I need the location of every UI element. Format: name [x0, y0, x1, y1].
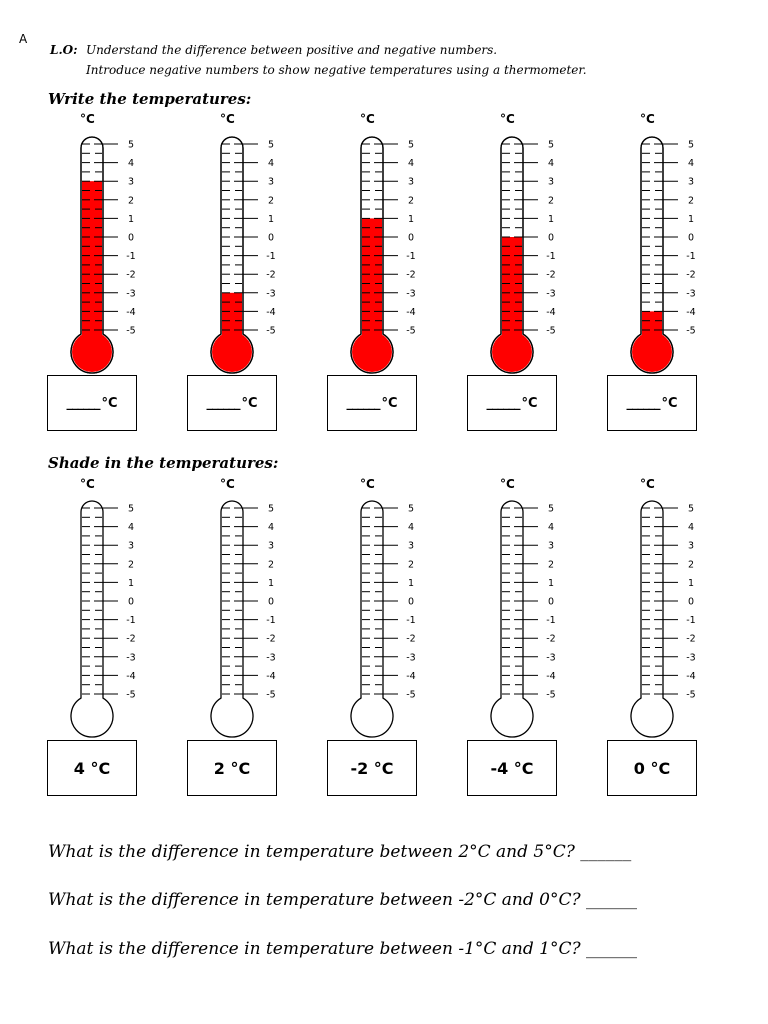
- answer-unit: °C: [381, 395, 398, 411]
- tick-label: -2: [266, 269, 276, 281]
- tick-label: -5: [126, 325, 136, 337]
- tick-label: 2: [127, 559, 135, 571]
- tick-label: 3: [547, 176, 555, 188]
- tick-label: 5: [407, 503, 415, 515]
- unit-label: °C: [500, 477, 515, 491]
- tick-label: -3: [686, 652, 696, 664]
- mercury-column: [222, 293, 242, 338]
- tick-label: 1: [407, 577, 415, 589]
- tick-label: 3: [687, 540, 695, 552]
- tick-label: 1: [547, 577, 555, 589]
- tick-label: -4: [546, 306, 556, 318]
- target-temperature-box-1: [47, 740, 137, 796]
- tick-label: 0: [267, 232, 275, 244]
- tick-label: -3: [126, 288, 136, 300]
- tick-label: -4: [266, 670, 276, 682]
- tick-label: 1: [267, 577, 275, 589]
- tick-label: 0: [547, 596, 555, 608]
- tick-label: 2: [127, 195, 135, 207]
- target-temperature: 2 °C: [213, 758, 251, 778]
- tick-label: -2: [546, 633, 556, 645]
- answer-box-1[interactable]: [47, 375, 137, 431]
- tick-label: -2: [546, 269, 556, 281]
- tick-label: 3: [407, 540, 415, 552]
- tick-label: -1: [126, 251, 136, 263]
- tick-label: -1: [686, 615, 696, 627]
- tick-label: 0: [687, 232, 695, 244]
- tick-label: 0: [407, 232, 415, 244]
- answer-blank: ______: [206, 395, 240, 411]
- tick-label: -1: [266, 251, 276, 263]
- tick-label: -3: [546, 288, 556, 300]
- question-1: What is the difference in temperature between 2°C and 5°C? ______: [48, 842, 632, 862]
- question-2: What is the difference in temperature between -2°C and 0°C? ______: [48, 890, 638, 910]
- tick-label: -5: [266, 325, 276, 337]
- thermometer-read-1: [57, 135, 147, 380]
- answer-blank: ______: [66, 395, 100, 411]
- tick-label: 2: [267, 559, 275, 571]
- thermometer-outline: [71, 501, 113, 737]
- answer-unit: °C: [521, 395, 538, 411]
- tick-label: 3: [267, 176, 275, 188]
- tick-label: -2: [126, 269, 136, 281]
- mercury-bulb: [72, 332, 112, 372]
- target-temperature: -4 °C: [490, 758, 534, 778]
- tick-label: 5: [267, 139, 275, 151]
- unit-label: °C: [640, 477, 655, 491]
- unit-label: °C: [500, 112, 515, 126]
- thermometer-outline: [631, 501, 673, 737]
- lo-line-1: Understand the difference between positive and negative numbers.: [86, 43, 498, 57]
- mercury-bulb: [212, 332, 252, 372]
- mercury-column: [82, 181, 102, 338]
- tick-label: 0: [547, 232, 555, 244]
- tick-label: 2: [687, 195, 695, 207]
- tick-label: 0: [687, 596, 695, 608]
- tick-label: 3: [267, 540, 275, 552]
- tick-label: -4: [546, 670, 556, 682]
- tick-label: 3: [127, 176, 135, 188]
- tick-label: -5: [126, 689, 136, 701]
- tick-label: 2: [547, 559, 555, 571]
- tick-label: 2: [407, 195, 415, 207]
- mercury-column: [362, 218, 382, 338]
- shade-temperatures-heading: Shade in the temperatures:: [48, 454, 279, 472]
- tick-label: 4: [127, 158, 135, 170]
- tick-label: 1: [127, 213, 135, 225]
- tick-label: 5: [407, 139, 415, 151]
- tick-label: -3: [266, 288, 276, 300]
- tick-label: -2: [686, 269, 696, 281]
- tick-label: 2: [267, 195, 275, 207]
- thermometer-shade-5: [617, 499, 707, 744]
- tick-label: 0: [267, 596, 275, 608]
- tick-label: 0: [127, 232, 135, 244]
- tick-label: -5: [546, 325, 556, 337]
- tick-label: -3: [266, 652, 276, 664]
- target-temperature-box-5: [607, 740, 697, 796]
- target-temperature-box-2: [187, 740, 277, 796]
- tick-label: -5: [686, 325, 696, 337]
- target-temperature-box-4: [467, 740, 557, 796]
- answer-blank: ______: [626, 395, 660, 411]
- target-temperature: 0 °C: [633, 758, 671, 778]
- tick-label: 5: [127, 139, 135, 151]
- tick-label: -5: [266, 689, 276, 701]
- tick-label: -4: [686, 306, 696, 318]
- tick-label: 5: [687, 503, 695, 515]
- tick-label: -1: [686, 251, 696, 263]
- thermometer-outline: [211, 501, 253, 737]
- answer-box-3[interactable]: [327, 375, 417, 431]
- answer-box-5[interactable]: [607, 375, 697, 431]
- answer-blank: ______: [346, 395, 380, 411]
- thermometer-outline: [351, 501, 393, 737]
- tick-label: 5: [127, 503, 135, 515]
- unit-label: °C: [80, 477, 95, 491]
- corner-mark: A: [19, 32, 28, 46]
- thermometer-shade-4: [477, 499, 567, 744]
- unit-label: °C: [360, 477, 375, 491]
- tick-label: 1: [687, 213, 695, 225]
- tick-label: 2: [547, 195, 555, 207]
- tick-label: 4: [407, 158, 415, 170]
- tick-label: 1: [687, 577, 695, 589]
- lo-line-2: Introduce negative numbers to show negative temperatures using a thermometer.: [86, 63, 587, 77]
- tick-label: -1: [546, 615, 556, 627]
- tick-label: 4: [127, 522, 135, 534]
- tick-label: -1: [406, 615, 416, 627]
- tick-label: -3: [406, 652, 416, 664]
- tick-label: 4: [547, 158, 555, 170]
- tick-label: -5: [406, 325, 416, 337]
- tick-label: 3: [687, 176, 695, 188]
- tick-label: 2: [687, 559, 695, 571]
- tick-label: -1: [546, 251, 556, 263]
- tick-label: 5: [547, 139, 555, 151]
- tick-label: -4: [406, 670, 416, 682]
- answer-unit: °C: [101, 395, 118, 411]
- learning-objective: [50, 40, 587, 80]
- question-3: What is the difference in temperature between -1°C and 1°C? ______: [48, 939, 638, 959]
- tick-label: -5: [546, 689, 556, 701]
- tick-label: -4: [126, 670, 136, 682]
- answer-box-4[interactable]: [467, 375, 557, 431]
- target-temperature: 4 °C: [73, 758, 111, 778]
- tick-label: 4: [267, 522, 275, 534]
- tick-label: 5: [267, 503, 275, 515]
- thermometer-read-4: [477, 135, 567, 380]
- tick-label: 4: [687, 522, 695, 534]
- tick-label: 0: [407, 596, 415, 608]
- tick-label: 4: [407, 522, 415, 534]
- answer-unit: °C: [241, 395, 258, 411]
- unit-label: °C: [360, 112, 375, 126]
- tick-label: 4: [267, 158, 275, 170]
- unit-label: °C: [80, 112, 95, 126]
- tick-label: -1: [126, 615, 136, 627]
- tick-label: 1: [127, 577, 135, 589]
- thermometer-read-3: [337, 135, 427, 380]
- tick-label: 2: [407, 559, 415, 571]
- tick-label: -4: [266, 306, 276, 318]
- tick-label: -1: [266, 615, 276, 627]
- thermometer-read-2: [197, 135, 287, 380]
- thermometer-shade-3: [337, 499, 427, 744]
- tick-label: -4: [686, 670, 696, 682]
- tick-label: -2: [406, 633, 416, 645]
- tick-label: -3: [546, 652, 556, 664]
- tick-label: 3: [407, 176, 415, 188]
- mercury-bulb: [492, 332, 532, 372]
- tick-label: -4: [406, 306, 416, 318]
- target-temperature-box-3: [327, 740, 417, 796]
- answer-box-2[interactable]: [187, 375, 277, 431]
- write-temperatures-heading: Write the temperatures:: [48, 90, 252, 108]
- tick-label: -4: [126, 306, 136, 318]
- tick-label: -2: [266, 633, 276, 645]
- tick-label: 4: [547, 522, 555, 534]
- unit-label: °C: [640, 112, 655, 126]
- thermometer-shade-2: [197, 499, 287, 744]
- tick-label: -3: [406, 288, 416, 300]
- tick-label: 0: [127, 596, 135, 608]
- tick-label: -2: [126, 633, 136, 645]
- tick-label: 3: [547, 540, 555, 552]
- tick-label: -3: [686, 288, 696, 300]
- answer-blank: ______: [486, 395, 520, 411]
- tick-label: 1: [407, 213, 415, 225]
- tick-label: 5: [547, 503, 555, 515]
- tick-label: 1: [267, 213, 275, 225]
- tick-label: 5: [687, 139, 695, 151]
- tick-label: -2: [406, 269, 416, 281]
- tick-label: 3: [127, 540, 135, 552]
- answer-unit: °C: [661, 395, 678, 411]
- tick-label: -2: [686, 633, 696, 645]
- tick-label: -1: [406, 251, 416, 263]
- thermometer-outline: [491, 501, 533, 737]
- mercury-bulb: [352, 332, 392, 372]
- thermometer-read-5: [617, 135, 707, 380]
- thermometer-shade-1: [57, 499, 147, 744]
- lo-label: L.O:: [50, 43, 78, 57]
- mercury-column: [502, 237, 522, 338]
- unit-label: °C: [220, 477, 235, 491]
- tick-label: 4: [687, 158, 695, 170]
- unit-label: °C: [220, 112, 235, 126]
- target-temperature: -2 °C: [350, 758, 394, 778]
- tick-label: 1: [547, 213, 555, 225]
- tick-label: -5: [686, 689, 696, 701]
- mercury-bulb: [632, 332, 672, 372]
- tick-label: -3: [126, 652, 136, 664]
- tick-label: -5: [406, 689, 416, 701]
